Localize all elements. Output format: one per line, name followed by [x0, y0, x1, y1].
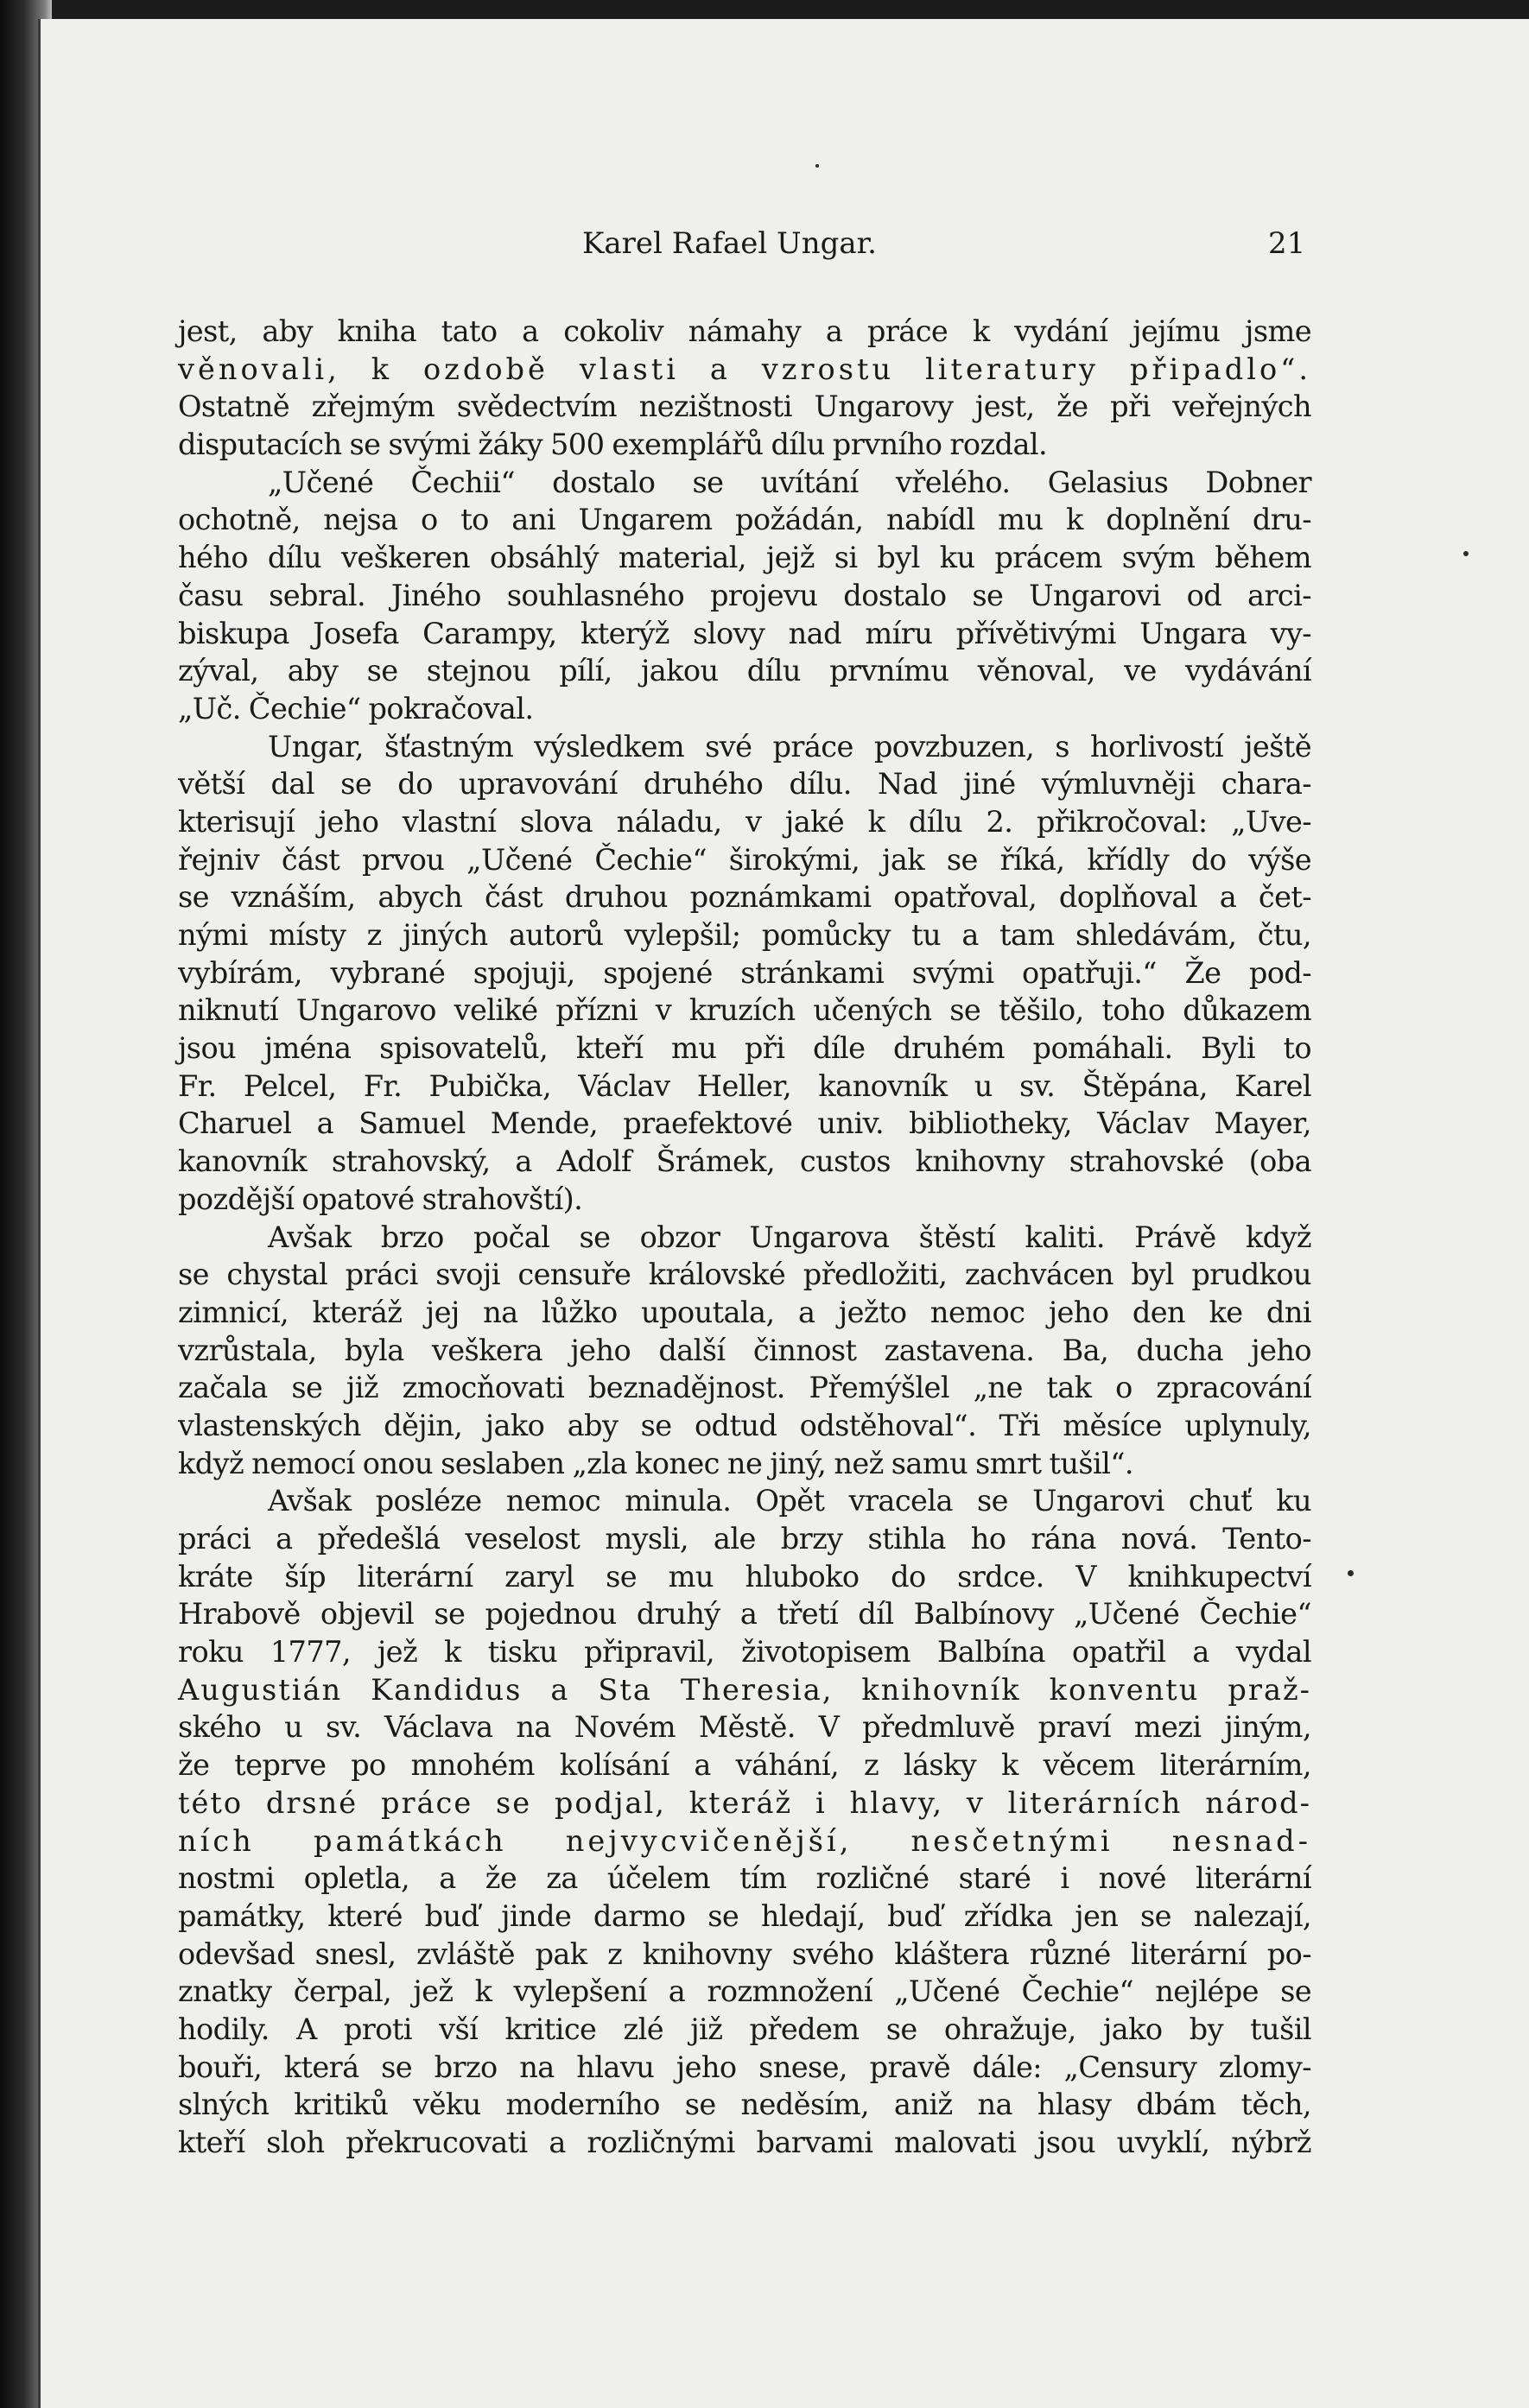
- text-line: práci a předešlá veselost mysli, ale brzy stihla ho rána nová. Tento-: [178, 1522, 1311, 1556]
- text-line: se vznáším, abych část druhou poznámkami opatřoval, doplňoval a čet-: [178, 880, 1311, 915]
- page-number: 21: [1268, 226, 1306, 261]
- text-line: Augustián Kandidus a Sta Theresia, knihovník konventu praž-: [178, 1672, 1311, 1707]
- text-line: když nemocí onou seslaben „zla konec ne jiný, než samu smrt tušil“.: [178, 1446, 1133, 1480]
- text-line: jsou jména spisovatelů, kteří mu při díle druhém pomáhali. Byli to: [178, 1031, 1311, 1066]
- text-line: nostmi opletla, a že za účelem tím rozličné staré i nové literární: [178, 1861, 1311, 1896]
- text-line: roku 1777, jež k tisku připravil, životopisem Balbína opatřil a vydal: [178, 1635, 1311, 1670]
- text-line: kteří sloh překrucovati a rozličnými barvami malovati jsou uvyklí, nýbrž: [178, 2126, 1311, 2159]
- text-line: památky, které buď jinde darmo se hledají, buď zřídka jen se nalezají,: [178, 1898, 1311, 1933]
- text-line: ních památkách nejvycvičenější, nesčetnými nesnad-: [178, 1823, 1311, 1858]
- text-line: disputacích se svými žáky 500 exemplářů dílu prvního rozdal.: [178, 428, 1048, 462]
- text-line: Hrabově objevil se pojednou druhý a třetí díl Balbínovy „Učené Čechie“: [178, 1597, 1311, 1632]
- page-header: [38, 226, 1529, 269]
- page-edge-line: [38, 19, 41, 2408]
- text-line: Avšak posléze nemoc minula. Opět vracela se Ungarovi chuť ku: [268, 1484, 1311, 1518]
- text-line: že teprve po mnohém kolísání a váhání, z lásky k věcem literárním,: [178, 1748, 1311, 1783]
- text-line: kterisují jeho vlastní slova náladu, v jaké k dílu 2. přikročoval: „Uve-: [178, 804, 1311, 839]
- text-line: „Učené Čechii“ dostalo se uvítání vřelého. Gelasius Dobner: [268, 465, 1311, 499]
- text-line: se chystal práci svoji censuře královské předložiti, zachvácen byl prudkou: [178, 1258, 1311, 1292]
- text-line: biskupa Josefa Carampy, kterýž slovy nad míru přívětivými Ungara vy-: [178, 616, 1311, 650]
- text-line: slných kritiků věku moderního se neděsím, aniž na hlasy dbám těch,: [178, 2088, 1311, 2122]
- text-line: nými místy z jiných autorů vylepšil; pomůcky tu a tam shledávám, čtu,: [178, 918, 1311, 952]
- text-line: pozdější opatové strahovští).: [178, 1182, 583, 1216]
- text-line: „Uč. Čechie“ pokračoval.: [178, 691, 534, 726]
- text-line: vzrůstala, byla veškera jeho další činnost zastavena. Ba, ducha jeho: [178, 1333, 1311, 1367]
- running-title: Karel Rafael Ungar.: [582, 226, 877, 261]
- text-line: větší dal se do upravování druhého dílu. Nad jiné výmluvněji chara-: [178, 767, 1311, 802]
- text-line: znatky čerpal, jež k vylepšení a rozmnožení „Učené Čechie“ nejlépe se: [178, 1974, 1311, 2009]
- body-text: [178, 313, 1311, 2162]
- text-line: vybírám, vybrané spojuji, spojené stránkami svými opatřuji.“ Že pod-: [178, 955, 1311, 990]
- text-line: Avšak brzo počal se obzor Ungarova štěstí kaliti. Právě když: [268, 1220, 1311, 1254]
- text-line: zýval, aby se stejnou pílí, jakou dílu prvnímu věnoval, ve vydávání: [178, 654, 1311, 688]
- text-line: odevšad snesl, zvláště pak z knihovny svého kláštera různé literární po-: [178, 1936, 1311, 1971]
- text-line: řejniv část prvou „Učené Čechie“ širokými, jak se říká, křídly do výše: [178, 842, 1311, 877]
- text-line: kráte šíp literární zaryl se mu hluboko do srdce. V knihkupectví: [178, 1559, 1311, 1594]
- text-line: zimnicí, kteráž jej na lůžko upoutala, a ježto nemoc jeho den ke dni: [178, 1295, 1311, 1329]
- text-line: hého dílu veškeren obsáhlý material, jejž si byl ku prácem svým během: [178, 541, 1311, 575]
- scan-speck: [815, 164, 819, 168]
- scan-speck: [1348, 1570, 1354, 1576]
- text-line: Ungar, šťastným výsledkem své práce povzbuzen, s horlivostí ještě: [268, 729, 1311, 764]
- text-line: této drsné práce se podjal, kteráž i hlavy, v literárních národ-: [178, 1785, 1311, 1820]
- text-line: času sebral. Jiného souhlasného projevu dostalo se Ungarovi od arci-: [178, 578, 1311, 612]
- text-line: niknutí Ungarovo veliké přízni v kruzích učených se těšilo, toho důkazem: [178, 993, 1311, 1028]
- text-line: bouři, která se brzo na hlavu jeho snese, pravě dále: „Censury zlomy-: [178, 2050, 1311, 2084]
- text-line: ského u sv. Václava na Novém Městě. V předmluvě praví mezi jiným,: [178, 1710, 1311, 1745]
- text-line: Charuel a Samuel Mende, praefektové univ. bibliotheky, Václav Mayer,: [178, 1106, 1311, 1141]
- text-line: hodily. A proti vší kritice zlé již předem se ohražuje, jako by tušil: [178, 2012, 1311, 2046]
- text-line: ochotně, nejsa o to ani Ungarem požádán, nabídl mu k doplnění dru-: [178, 503, 1311, 537]
- text-line: jest, aby kniha tato a cokoliv námahy a práce k vydání jejímu jsme: [178, 314, 1311, 348]
- text-line: začala se již zmocňovati beznadějnost. Přemýšlel „ne tak o zpracování: [178, 1371, 1311, 1405]
- text-line: kanovník strahovský, a Adolf Šrámek, custos knihovny strahovské (oba: [178, 1144, 1311, 1179]
- text-line: vlastenských dějin, jako aby se odtud odstěhoval“. Tři měsíce uplynuly,: [178, 1408, 1311, 1442]
- text-line: věnovali, k ozdobě vlasti a vzrostu literatury připadlo“.: [178, 352, 1311, 386]
- book-page: [38, 19, 1529, 2408]
- text-line: Ostatně zřejmým svědectvím nezištnosti Ungarovy jest, že při veřejných: [178, 390, 1311, 424]
- text-line: Fr. Pelcel, Fr. Pubička, Václav Heller, kanovník u sv. Štěpána, Karel: [178, 1068, 1311, 1103]
- scan-speck: [1463, 551, 1469, 556]
